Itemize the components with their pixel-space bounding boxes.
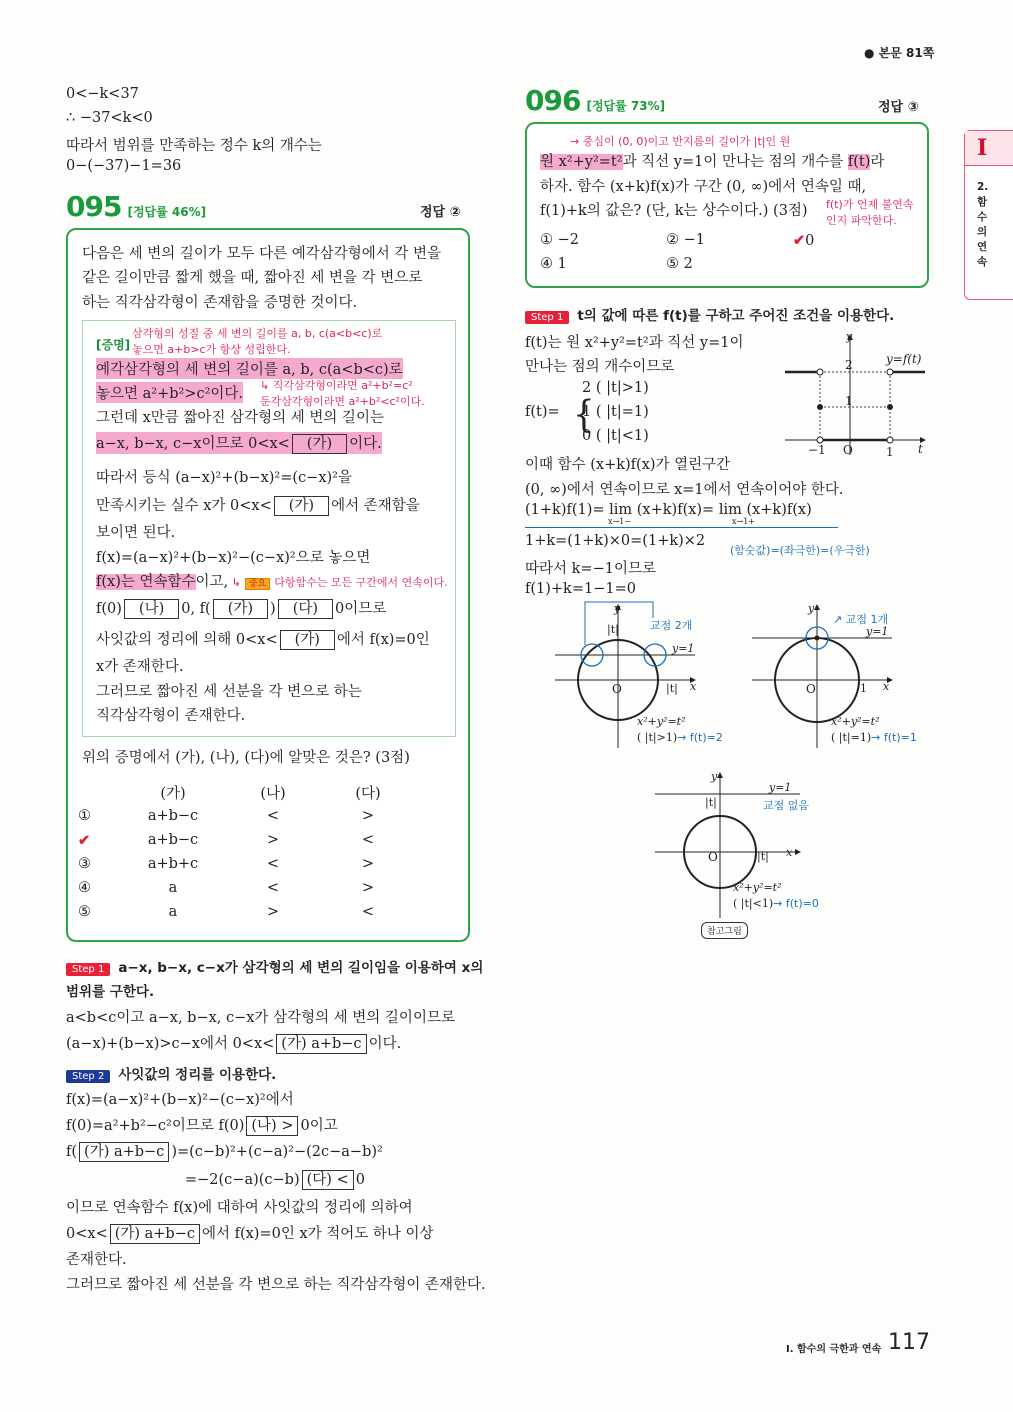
proof-line: 직각삼각형이 존재한다.: [96, 708, 246, 724]
choice-5[interactable]: ⑤ 2: [666, 256, 693, 272]
tick-label: 2: [845, 358, 853, 372]
question-line: 다음은 세 변의 길이가 모두 다른 예각삼각형에서 각 변을: [82, 246, 442, 262]
cell: <: [361, 832, 375, 848]
graph-x-label: t: [918, 442, 923, 456]
choice-row[interactable]: [78, 804, 418, 828]
cell: <: [266, 880, 280, 896]
text: f(: [66, 1144, 78, 1160]
cell: <: [266, 808, 280, 824]
blank-na: (나): [124, 599, 179, 619]
text: 과 직선 y=1이 만나는 점의 개수를: [622, 154, 844, 170]
proof-line: f(x)=(a−x)²+(b−x)²−(c−x)²으로 놓으면: [96, 550, 371, 566]
chapter-tab[interactable]: [964, 130, 1013, 300]
result: f(t)=1: [883, 731, 917, 744]
text: 0이므로: [335, 601, 387, 617]
checkmark-icon: ✔: [793, 232, 806, 249]
circle-eq: x²+y²=t²: [637, 715, 686, 728]
underline: [525, 527, 838, 528]
text: 에서 f(x)=0인: [336, 632, 430, 648]
limit-subscript: x→1−: [608, 517, 632, 526]
cell: a+b−c: [147, 808, 199, 824]
reference-text: 본문 81쪽: [878, 46, 935, 60]
text: f(0)=a²+b²−c²이므로 f(0): [66, 1118, 245, 1134]
case-line: 2 ( |t|>1): [582, 380, 649, 396]
x-label: x: [883, 680, 890, 693]
result: f(t)=0: [785, 897, 819, 910]
question-line: [540, 150, 884, 171]
text: 사잇값의 정리에 의해 0<x<: [96, 632, 278, 648]
solution-line: f(1)+k=1−1=0: [525, 581, 636, 597]
proof-line: x가 존재한다.: [96, 659, 184, 675]
answer-label: 정답 ②: [420, 205, 461, 220]
cell: >: [266, 904, 280, 920]
proof-line: [96, 628, 430, 650]
text: f(0): [96, 601, 122, 617]
important-badge: 중요: [245, 578, 270, 590]
footer-chapter: I. 함수의 극한과 연속: [786, 1344, 882, 1355]
y-label: y: [711, 770, 718, 783]
solution-line: 1+k=(1+k)×0=(1+k)×2: [525, 533, 706, 549]
header-cell: (가): [160, 785, 186, 802]
text: 교점 1개: [845, 613, 889, 626]
proof-line: 그런데 x만큼 짧아진 삼각형의 세 변의 길이는: [96, 410, 384, 426]
cell: >: [361, 856, 375, 872]
proof-line: [96, 597, 386, 619]
condition: ( |t|<1)→ f(t)=0: [733, 897, 819, 910]
intersection-count: ↗ 교점 1개: [833, 613, 889, 626]
correct-rate: [정답률 46%]: [127, 205, 207, 219]
choice-number-checked: [78, 828, 118, 852]
tick-label: 1: [845, 394, 853, 408]
result: f(t)=2: [689, 731, 723, 744]
solution-line: a<b<c이고 a−x, b−x, c−x가 삼각형의 세 변의 길이이므로: [66, 1010, 455, 1026]
radius-label: |t|: [705, 796, 717, 809]
cell: >: [266, 832, 280, 848]
solution-step1-title-cont: 범위를 구한다.: [66, 984, 155, 1000]
solution-line: 그러므로 짧아진 세 선분을 각 변으로 하는 직각삼각형이 존재한다.: [66, 1277, 486, 1293]
intersection-count: 교점 없음: [763, 799, 810, 812]
choice-table: [78, 780, 418, 924]
choice-3[interactable]: [793, 232, 814, 249]
prev-line: 따라서 범위를 만족하는 정수 k의 개수는: [66, 138, 322, 154]
choice-row[interactable]: [78, 828, 418, 852]
note-text: 직각삼각형이라면 a²+b²=c²: [272, 379, 413, 392]
question-line: f(1)+k의 값은? (단, k는 상수이다.) (3점): [540, 203, 808, 219]
solution-step2-title: [66, 1063, 276, 1083]
proof-note: ↳ 직각삼각형이라면 a²+b²=c²: [260, 379, 413, 392]
text: f(t): [847, 154, 871, 170]
note-text: 중심이 (0, 0)이고 반지름의 길이가 |t|인 원: [582, 135, 791, 148]
proof-note: 놓으면 a+b>c가 항상 성립한다.: [132, 343, 291, 356]
text: a−x, b−x, c−x가 삼각형의 세 변의 길이임을 이용하여 x의: [118, 960, 484, 976]
answer-box: (다) <: [302, 1170, 354, 1190]
text: a−x, b−x, c−x이므로 0<x<: [96, 436, 290, 452]
radius-label: 1: [860, 682, 867, 695]
step-function-graph: [780, 330, 930, 460]
solution-line: [66, 1114, 338, 1136]
text: f(x)는 연속함수: [96, 574, 196, 590]
solution-line: [66, 1142, 383, 1162]
choice-row[interactable]: [78, 852, 418, 876]
solution-line: (0, ∞)에서 연속이므로 x=1에서 연속이어야 한다.: [525, 482, 844, 498]
text: ( |t|=1): [831, 731, 872, 744]
problem-096-header: [525, 84, 665, 117]
proof-label: [증명]: [96, 338, 131, 352]
origin-label: O: [708, 850, 718, 864]
solution-line: 존재한다.: [66, 1252, 127, 1268]
x-label: x: [786, 846, 793, 859]
text: 0: [805, 233, 815, 249]
choice-4[interactable]: ④ 1: [540, 256, 567, 272]
text: 에서 f(x)=0인 x가 적어도 하나 이상: [201, 1226, 434, 1242]
proof-note: 둔각삼각형이라면 a²+b²<c²이다.: [260, 395, 425, 408]
proof-line: 놓으면 a²+b²>c²이다.: [96, 382, 243, 403]
question-ask: 위의 증명에서 (가), (나), (다)에 알맞은 것은? (3점): [82, 750, 410, 766]
blank-ga: (가): [280, 630, 335, 650]
brace: {: [573, 393, 595, 437]
header-cell: (다): [355, 785, 381, 802]
line-label: y=1: [866, 625, 889, 638]
tick-label: −1: [808, 443, 826, 457]
fdef-label: f(t)=: [525, 404, 560, 420]
text: (a−x)+(b−x)>c−x에서 0<x<: [66, 1036, 275, 1052]
text: 원 x²+y²=t²: [540, 154, 623, 170]
y-label: y: [614, 602, 621, 615]
text: t의 값에 따른 f(t)를 구하고 주어진 조건을 이용한다.: [577, 308, 895, 324]
choice-number: ③: [78, 856, 91, 872]
answer-box: (가) a+b−c: [276, 1034, 366, 1054]
prev-line: 0−(−37)−1=36: [66, 158, 182, 174]
page-reference: ● 본문 81쪽: [864, 46, 935, 60]
table-header: [78, 780, 418, 804]
question-line: 하는 직각삼각형이 존재함을 증명한 것이다.: [82, 295, 358, 311]
circle-eq: x²+y²=t²: [831, 715, 880, 728]
proof-note: 삼각형의 성질 중 세 변의 길이를 a, b, c(a<b<c)로: [132, 327, 383, 340]
radius-label: |t|: [666, 682, 678, 695]
text: 만족시키는 실수 x가 0<x<: [96, 498, 272, 514]
chapter-title: 2. 함수의 연속: [977, 181, 989, 268]
header-cell: (나): [260, 785, 286, 802]
reference-figure-label: 참고그림: [701, 922, 748, 939]
blank-ga: (가): [292, 434, 347, 454]
text: 이고,: [195, 574, 229, 590]
note-text: 다항함수는 모든 구간에서 연속이다.: [274, 576, 448, 589]
problem-note: f(t)가 언제 불연속: [826, 198, 914, 211]
solution-line: 이므로 연속함수 f(x)에 대하여 사잇값의 정리에 의하여: [66, 1200, 413, 1216]
page-number: 117: [888, 1330, 930, 1355]
text: 이다.: [349, 436, 382, 452]
radius-label: |t|: [607, 623, 619, 636]
x-label: x: [690, 680, 697, 693]
step1-badge: Step 1: [525, 311, 569, 324]
proof-line: 예각삼각형의 세 변의 길이를 a, b, c(a<b<c)로: [96, 358, 403, 379]
problem-note: → 중심이 (0, 0)이고 반지름의 길이가 |t|인 원: [570, 135, 791, 148]
solution-line: f(x)=(a−x)²+(b−x)²−(c−x)²에서: [66, 1092, 294, 1108]
answer-label: 정답 ③: [878, 100, 919, 115]
y-label: y: [808, 602, 815, 615]
solution-step1-title: [525, 304, 894, 324]
choice-2[interactable]: ② −1: [666, 232, 705, 248]
prev-line: ∴ −37<k<0: [66, 110, 153, 126]
solution-line: (1+k)f(1)= lim (x+k)f(x)= lim (x+k)f(x): [525, 502, 812, 518]
intersection-count: 교점 2개: [650, 619, 693, 632]
circle-eq: x²+y²=t²: [733, 881, 782, 894]
choice-number: ④: [78, 880, 91, 896]
choice-row[interactable]: [78, 876, 418, 900]
text: 0<x<: [66, 1226, 108, 1242]
proof-line: 따라서 등식 (a−x)²+(b−x)²=(c−x)²을: [96, 470, 352, 486]
text: )=(c−b)²+(c−a)²−(2c−a−b)²: [171, 1144, 383, 1160]
text: 이다.: [368, 1036, 402, 1052]
solution-line: f(t)는 원 x²+y²=t²과 직선 y=1이: [525, 335, 744, 351]
choice-number: ①: [78, 808, 91, 824]
prev-line: 0<−k<37: [66, 86, 139, 102]
solution-line: [185, 1170, 365, 1190]
proof-line: [96, 432, 382, 454]
checkmark-icon: ✔: [78, 831, 91, 849]
radius-label: |t|: [757, 850, 769, 863]
cell: >: [361, 808, 375, 824]
case-line: 1 ( |t|=1): [582, 404, 649, 420]
condition: ( |t|=1)→ f(t)=1: [831, 731, 917, 744]
condition: ( |t|>1)→ f(t)=2: [637, 731, 723, 744]
cell: a+b+c: [147, 856, 199, 872]
text: 사잇값의 정리를 이용한다.: [118, 1067, 277, 1083]
text: 0: [355, 1172, 365, 1188]
origin-label: O: [843, 443, 853, 457]
blank-ga: (가): [274, 496, 329, 516]
answer-box: (가) a+b−c: [110, 1224, 200, 1244]
problem-note: 인지 파악한다.: [826, 214, 897, 227]
solution-step1-title: [66, 956, 483, 976]
text: 0이고: [300, 1118, 338, 1134]
text: 에서 존재함을: [331, 498, 420, 514]
cell: a: [168, 880, 178, 896]
line-label: y=1: [672, 642, 695, 655]
correct-rate: [정답률 73%]: [586, 99, 666, 113]
solution-line: [66, 1032, 401, 1054]
case-line: 0 ( |t|<1): [582, 428, 649, 444]
cell: <: [361, 904, 375, 920]
cell: a: [168, 904, 178, 920]
text: =−2(c−a)(c−b): [185, 1172, 300, 1188]
solution-line: [66, 1222, 434, 1244]
text: 라: [870, 154, 885, 170]
text: ( |t|<1): [733, 897, 774, 910]
limit-subscript: x→1+: [732, 517, 756, 526]
text: ): [270, 601, 276, 617]
text: 0, f(: [181, 601, 211, 617]
problem-number: 096: [525, 84, 581, 117]
problem-number: 095: [66, 190, 122, 223]
blank-da: (다): [278, 599, 333, 619]
proof-line: 그러므로 짧아진 세 선분을 각 변으로 하는: [96, 684, 362, 700]
choice-number: ⑤: [78, 904, 91, 920]
cell: <: [266, 856, 280, 872]
proof-line: [96, 494, 420, 516]
blank-ga: (가): [213, 599, 268, 619]
origin-label: O: [612, 682, 622, 696]
solution-line: 만나는 점의 개수이므로: [525, 359, 675, 375]
answer-box: (나) >: [246, 1116, 298, 1136]
tick-label: 1: [886, 445, 894, 459]
answer-box: (가) a+b−c: [79, 1142, 169, 1162]
graph-y-label: y: [846, 330, 853, 343]
origin-label: O: [806, 682, 816, 696]
question-line: 하자. 함수 (x+k)f(x)가 구간 (0, ∞)에서 연속일 때,: [540, 179, 867, 195]
solution-line: 이때 함수 (x+k)f(x)가 열린구간: [525, 457, 731, 473]
step1-badge: Step 1: [66, 963, 110, 976]
line-label: y=1: [769, 781, 792, 794]
chapter-roman: I: [965, 131, 1013, 166]
cell: a+b−c: [147, 832, 199, 848]
proof-line: 보이면 된다.: [96, 525, 176, 541]
choice-1[interactable]: ① −2: [540, 232, 579, 248]
solution-line: 따라서 k=−1이므로: [525, 561, 656, 577]
choice-row[interactable]: [78, 900, 418, 924]
cell: >: [361, 880, 375, 896]
step2-badge: Step 2: [66, 1070, 110, 1083]
graph-func-label: y=f(t): [886, 352, 922, 366]
proof-line: f(x)는 연속함수이고, ↳ 중요 다항함수는 모든 구간에서 연속이다.: [96, 574, 448, 590]
question-line: 같은 길이만큼 짧게 했을 때, 짧아진 세 변을 각 변으로: [82, 270, 423, 286]
text: ( |t|>1): [637, 731, 678, 744]
limit-note: (함숫값)=(좌극한)=(우극한): [730, 544, 870, 557]
problem-095-header: [66, 190, 206, 223]
